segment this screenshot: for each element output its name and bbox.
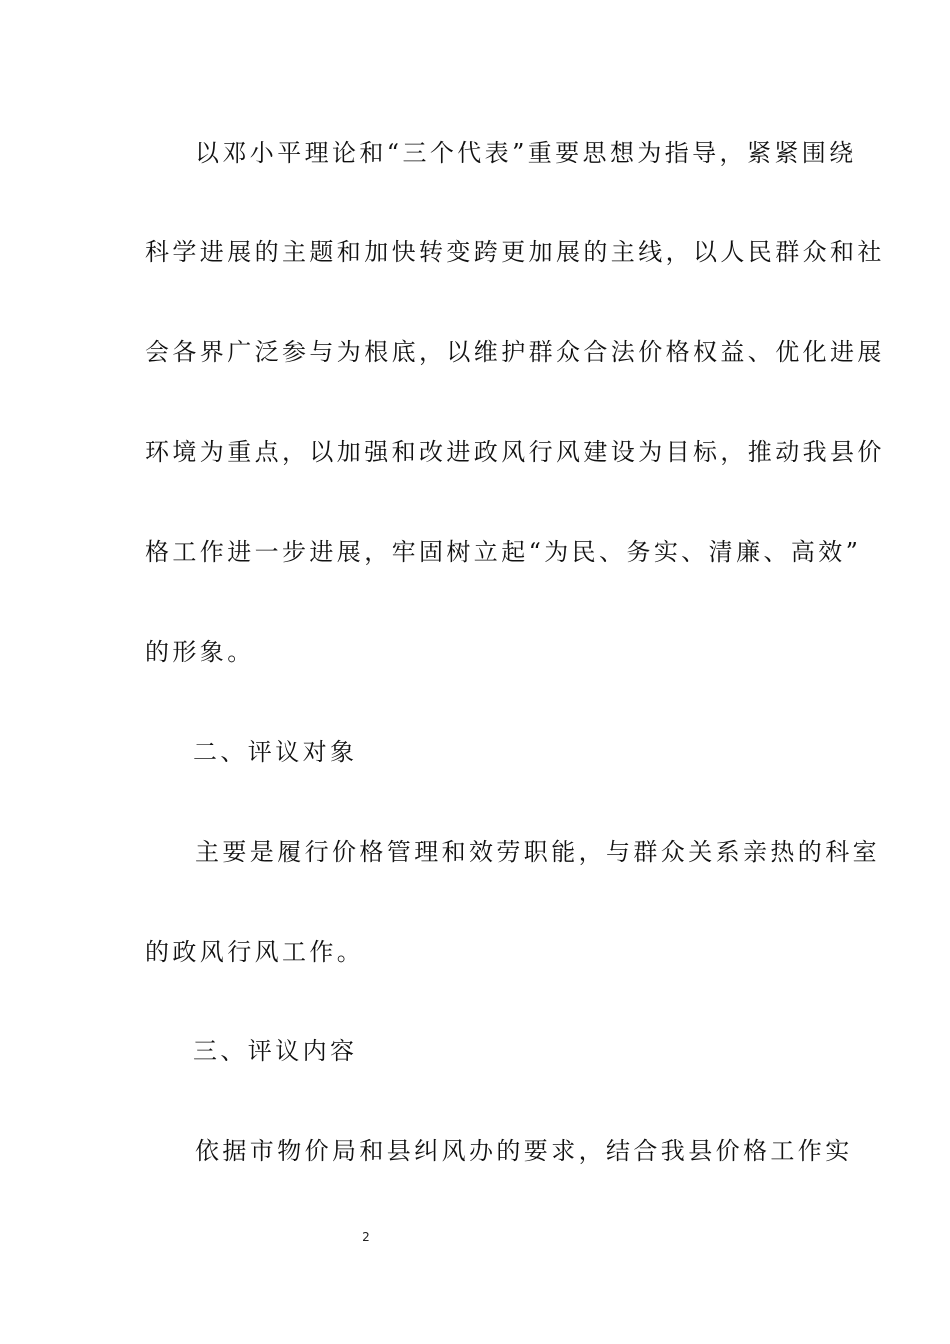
paragraph-line-3: 会各界广泛参与为根底，以维护群众合法价格权益、优化进展 [145, 338, 885, 366]
paragraph-line-4: 环境为重点，以加强和改进政风行风建设为目标，推动我县价 [145, 438, 885, 466]
page-number: 2 [362, 1230, 370, 1244]
section-heading-evaluation-content: 三、评议内容 [193, 1037, 358, 1065]
paragraph-line-6: 的形象。 [145, 638, 255, 666]
paragraph-line-2: 科学进展的主题和加快转变跨更加展的主线，以人民群众和社 [145, 238, 885, 266]
paragraph-line-7: 主要是履行价格管理和效劳职能，与群众关系亲热的科室 [195, 838, 880, 866]
paragraph-line-8: 的政风行风工作。 [145, 938, 365, 966]
paragraph-line-5: 格工作进一步进展，牢固树立起“为民、务实、清廉、高效” [145, 538, 862, 566]
paragraph-line-1: 以邓小平理论和“三个代表”重要思想为指导，紧紧围绕 [195, 139, 857, 167]
section-heading-evaluation-target: 二、评议对象 [193, 738, 358, 766]
paragraph-line-9: 依据市物价局和县纠风办的要求，结合我县价格工作实 [195, 1137, 853, 1165]
